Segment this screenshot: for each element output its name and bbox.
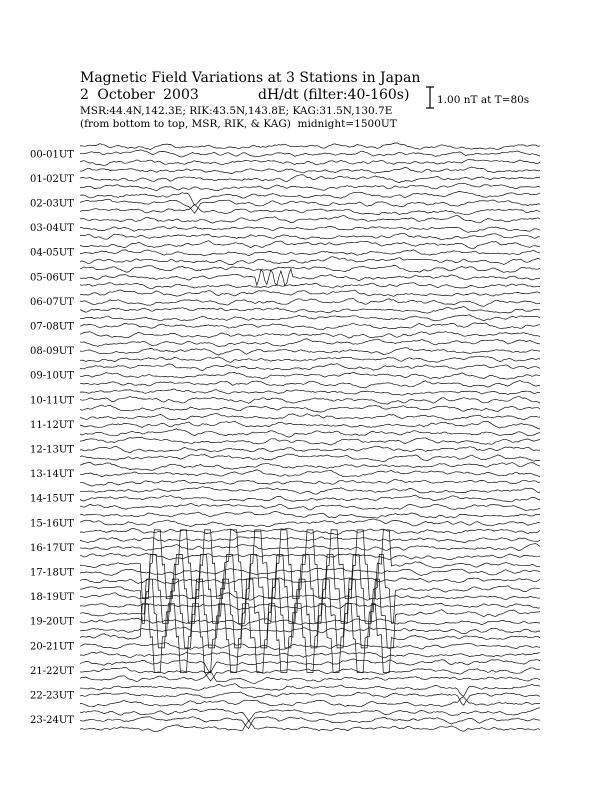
trace-rik-09-10ut [80, 372, 540, 379]
trace-kag-20-21ut [80, 604, 540, 673]
date-year: 2003 [163, 87, 199, 103]
trace-rik-02-03ut [80, 199, 540, 213]
scale-label: 1.00 nT at T=80s [437, 94, 530, 106]
row-label: 23-24UT [30, 715, 74, 727]
trace-msr-16-17ut [80, 553, 540, 560]
row-label: 20-21UT [30, 641, 74, 653]
trace-rik-07-08ut [80, 323, 540, 330]
trace-kag-23-24ut [80, 708, 540, 721]
row-label: 16-17UT [30, 542, 74, 554]
trace-kag-13-14ut [80, 462, 540, 470]
trace-msr-06-07ut [80, 306, 540, 313]
row-label: 09-10UT [30, 370, 74, 382]
trace-msr-07-08ut [80, 332, 540, 338]
row-label: 08-09UT [30, 346, 74, 358]
row-label: 10-11UT [30, 395, 74, 407]
row-label: 03-04UT [30, 223, 74, 235]
row-label: 21-22UT [30, 665, 74, 677]
trace-msr-15-16ut [80, 528, 540, 535]
trace-kag-12-13ut [80, 437, 540, 445]
trace-kag-01-02ut [80, 167, 540, 174]
order-note: (from bottom to top, MSR, RIK, & KAG) [80, 118, 291, 130]
trace-msr-05-06ut [80, 283, 540, 289]
trace-rik-16-17ut [80, 544, 540, 551]
trace-msr-02-03ut [80, 205, 540, 215]
trace-rik-18-19ut [80, 593, 540, 600]
trace-msr-12-13ut [80, 454, 540, 461]
row-label: 00-01UT [30, 149, 74, 161]
trace-rik-01-02ut [80, 175, 540, 183]
trace-rik-12-13ut [80, 446, 540, 452]
row-label: 06-07UT [30, 296, 74, 308]
trace-kag-07-08ut [80, 315, 540, 321]
trace-kag-04-05ut [80, 241, 540, 249]
chart-title: Magnetic Field Variations at 3 Stations in Japan [80, 70, 421, 86]
trace-rik-05-06ut [80, 269, 540, 286]
trace-rik-14-15ut [80, 495, 540, 502]
trace-kag-06-07ut [80, 290, 540, 296]
midnight-note: midnight=1500UT [297, 118, 397, 130]
row-label: 18-19UT [30, 592, 74, 604]
row-label: 15-16UT [30, 518, 74, 530]
trace-rik-11-12ut [80, 421, 540, 429]
row-label: 01-02UT [30, 173, 74, 185]
trace-kag-05-06ut [80, 266, 540, 273]
date-month: October [97, 87, 155, 103]
trace-msr-13-14ut [80, 479, 540, 486]
trace-kag-03-04ut [80, 216, 540, 224]
trace-msr-03-04ut [80, 233, 540, 240]
trace-msr-11-12ut [80, 429, 540, 437]
trace-rik-20-21ut [80, 643, 540, 650]
trace-kag-15-16ut [80, 512, 540, 519]
date-day: 2 [80, 87, 89, 103]
trace-msr-09-10ut [80, 381, 540, 388]
row-label: 02-03UT [30, 198, 74, 210]
trace-rik-13-14ut [80, 470, 540, 477]
trace-rik-04-05ut [80, 250, 540, 256]
trace-kag-10-11ut [80, 389, 540, 395]
row-label: 07-08UT [30, 321, 74, 333]
trace-msr-20-21ut [80, 652, 540, 658]
trace-kag-00-01ut [80, 143, 540, 150]
trace-msr-04-05ut [80, 257, 540, 265]
trace-kag-16-17ut [80, 537, 540, 543]
trace-msr-18-19ut [80, 603, 540, 609]
trace-msr-10-11ut [80, 405, 540, 412]
traces [80, 143, 540, 732]
stations-line: MSR:44.4N,142.3E; RIK:43.5N,143.8E; KAG:31.5N,130.7E [80, 105, 393, 117]
trace-msr-08-09ut [80, 356, 540, 362]
row-label: 05-06UT [30, 272, 74, 284]
row-label: 12-13UT [30, 444, 74, 456]
trace-rik-08-09ut [80, 348, 540, 355]
trace-kag-11-12ut [80, 414, 540, 420]
trace-rik-06-07ut [80, 299, 540, 307]
trace-msr-14-15ut [80, 503, 540, 510]
row-label: 17-18UT [30, 567, 74, 579]
trace-kag-14-15ut [80, 487, 540, 495]
trace-msr-22-23ut [80, 697, 540, 707]
filter-label: (filter:40-160s) [302, 87, 410, 103]
trace-kag-08-09ut [80, 339, 540, 347]
trace-rik-23-24ut [80, 717, 540, 729]
row-label: 22-23UT [30, 690, 74, 702]
trace-rik-15-16ut [80, 519, 540, 527]
row-label: 13-14UT [30, 469, 74, 481]
scale-bar [426, 87, 434, 108]
trace-kag-09-10ut [80, 364, 540, 371]
row-labels [30, 149, 74, 726]
trace-kag-21-22ut [80, 659, 540, 673]
trace-rik-10-11ut [80, 397, 540, 405]
row-label: 14-15UT [30, 493, 74, 505]
trace-msr-00-01ut [80, 160, 540, 166]
row-label: 04-05UT [30, 247, 74, 259]
row-label: 11-12UT [30, 419, 74, 431]
row-label: 19-20UT [30, 616, 74, 628]
trace-msr-01-02ut [80, 183, 540, 191]
trace-rik-03-04ut [80, 227, 540, 233]
trace-msr-23-24ut [80, 720, 540, 731]
quantity-label: dH/dt [258, 87, 299, 103]
trace-rik-00-01ut [80, 150, 540, 157]
